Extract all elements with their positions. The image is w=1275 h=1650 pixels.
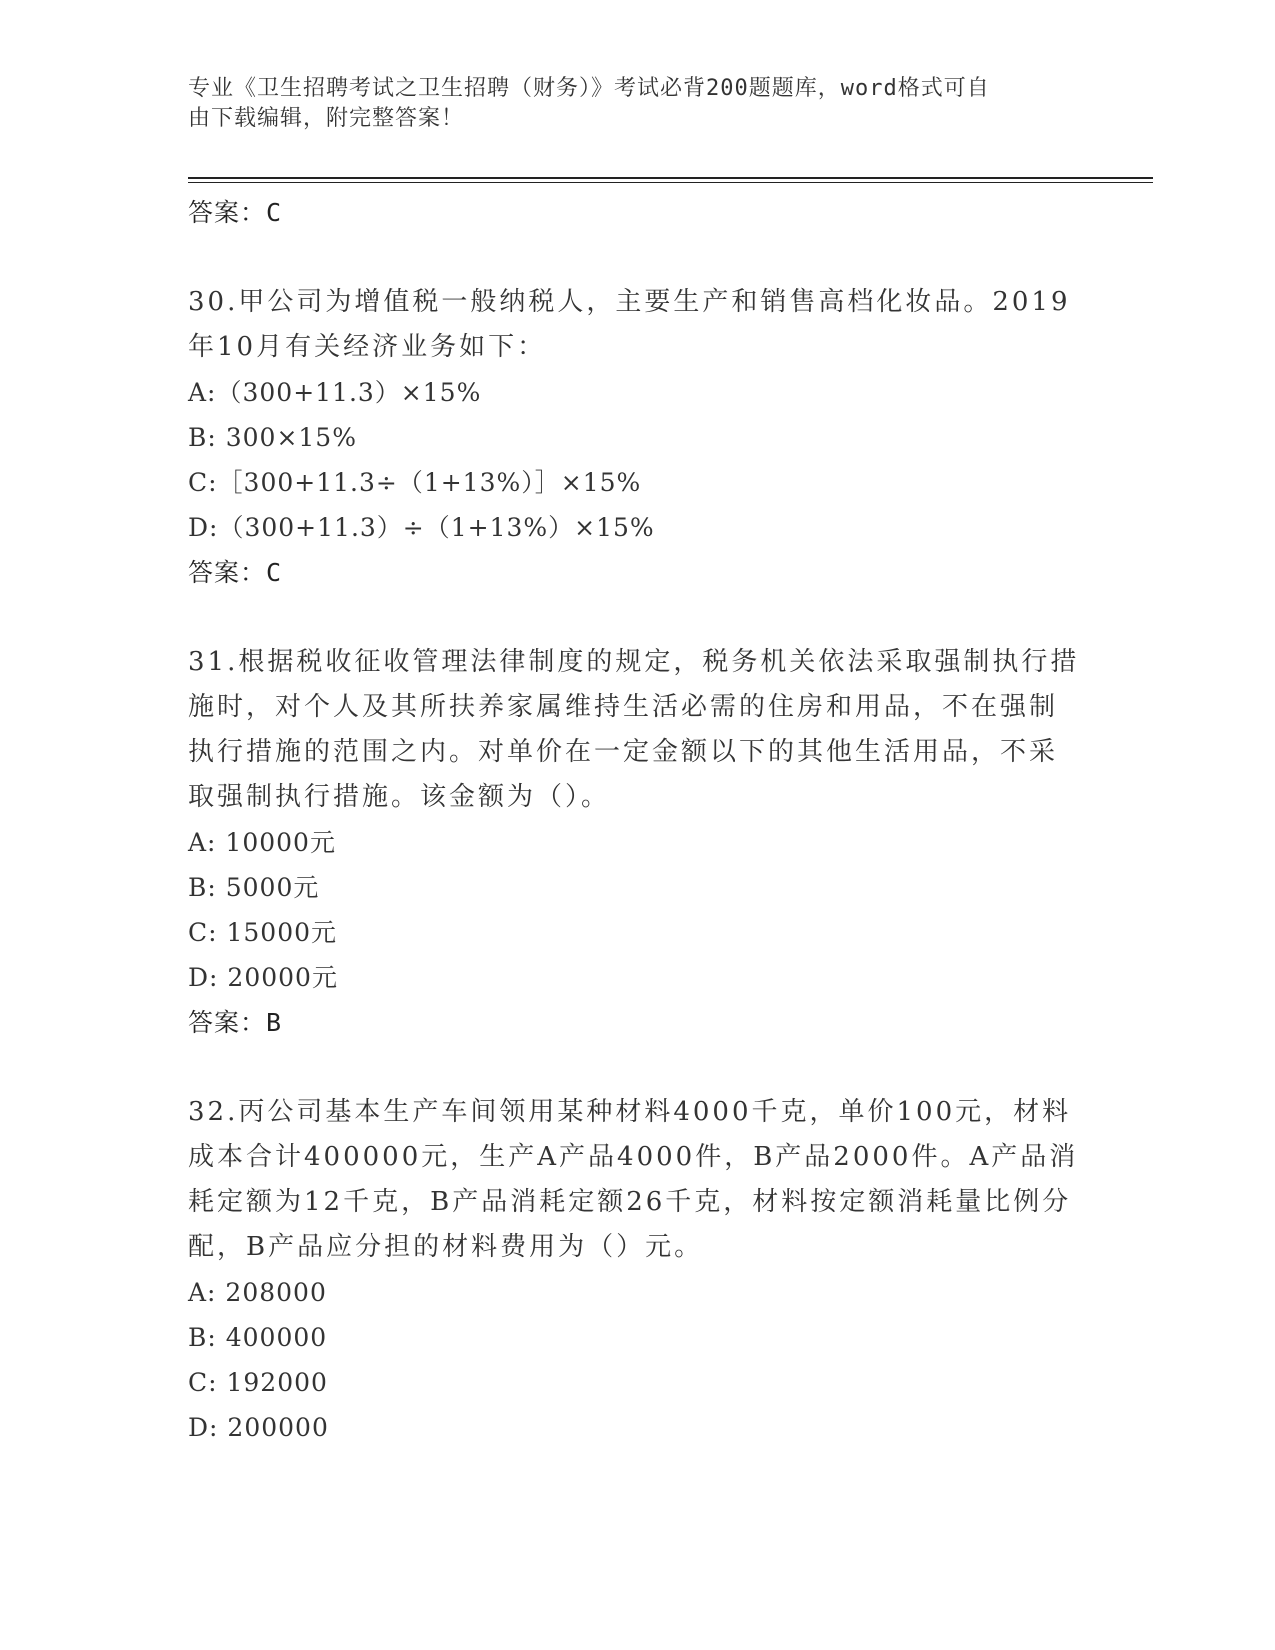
- question-line: 年10月有关经济业务如下：: [188, 332, 547, 362]
- option-c: C: 192000: [188, 1368, 328, 1397]
- question-text: [188, 280, 1088, 370]
- question-line: 取强制执行措施。该金额为（）。: [188, 782, 611, 812]
- header-divider-thick: [188, 177, 1153, 179]
- answer-line: 答案：B: [188, 1008, 283, 1037]
- header-divider-thin: [188, 182, 1153, 183]
- option-b: B: 5000元: [188, 873, 320, 902]
- option-b: B: 400000: [188, 1323, 328, 1352]
- option-a: A: 208000: [188, 1278, 327, 1307]
- question-block-31: [188, 640, 1088, 1045]
- question-line: 31.根据税收征收管理法律制度的规定，税务机关依法采取强制执行措: [188, 647, 1080, 677]
- question-line: 执行措施的范围之内。对单价在一定金额以下的其他生活用品，不采: [188, 737, 1059, 767]
- question-line: 配，B产品应分担的材料费用为（）元。: [188, 1232, 704, 1262]
- question-line: 施时，对个人及其所扶养家属维持生活必需的住房和用品，不在强制: [188, 692, 1059, 722]
- document-body: [188, 190, 1088, 1450]
- option-c: C:［300+11.3÷（1+13%）］×15%: [188, 468, 642, 497]
- question-line: 耗定额为12千克，B产品消耗定额26千克，材料按定额消耗量比例分: [188, 1187, 1072, 1217]
- question-line: 32.丙公司基本生产车间领用某种材料4000千克，单价100元，材料: [188, 1097, 1072, 1127]
- answer-line: 答案：C: [188, 558, 283, 587]
- answer-line: 答案：C: [188, 198, 283, 227]
- option-a: A:（300+11.3）×15%: [188, 378, 482, 407]
- question-line: 30.甲公司为增值税一般纳税人，主要生产和销售高档化妆品。2019: [188, 287, 1071, 317]
- option-c: C: 15000元: [188, 918, 338, 947]
- header-line-2: 由下载编辑，附完整答案！: [188, 106, 465, 131]
- option-b: B: 300×15%: [188, 423, 357, 452]
- spacer: [188, 235, 1088, 280]
- option-d: D:（300+11.3）÷（1+13%）×15%: [188, 513, 655, 542]
- question-block-32: [188, 1090, 1088, 1450]
- document-header: [188, 74, 1068, 134]
- question-block-30: [188, 280, 1088, 595]
- question-line: 成本合计400000元，生产A产品4000件，B产品2000件。A产品消: [188, 1142, 1079, 1172]
- option-d: D: 20000元: [188, 963, 338, 992]
- option-d: D: 200000: [188, 1413, 329, 1442]
- header-line-1: 专业《卫生招聘考试之卫生招聘（财务）》考试必背200题题库，word格式可自: [188, 76, 990, 101]
- spacer: [188, 595, 1088, 640]
- spacer: [188, 1045, 1088, 1090]
- option-a: A: 10000元: [188, 828, 336, 857]
- question-text: [188, 640, 1088, 820]
- question-text: [188, 1090, 1088, 1270]
